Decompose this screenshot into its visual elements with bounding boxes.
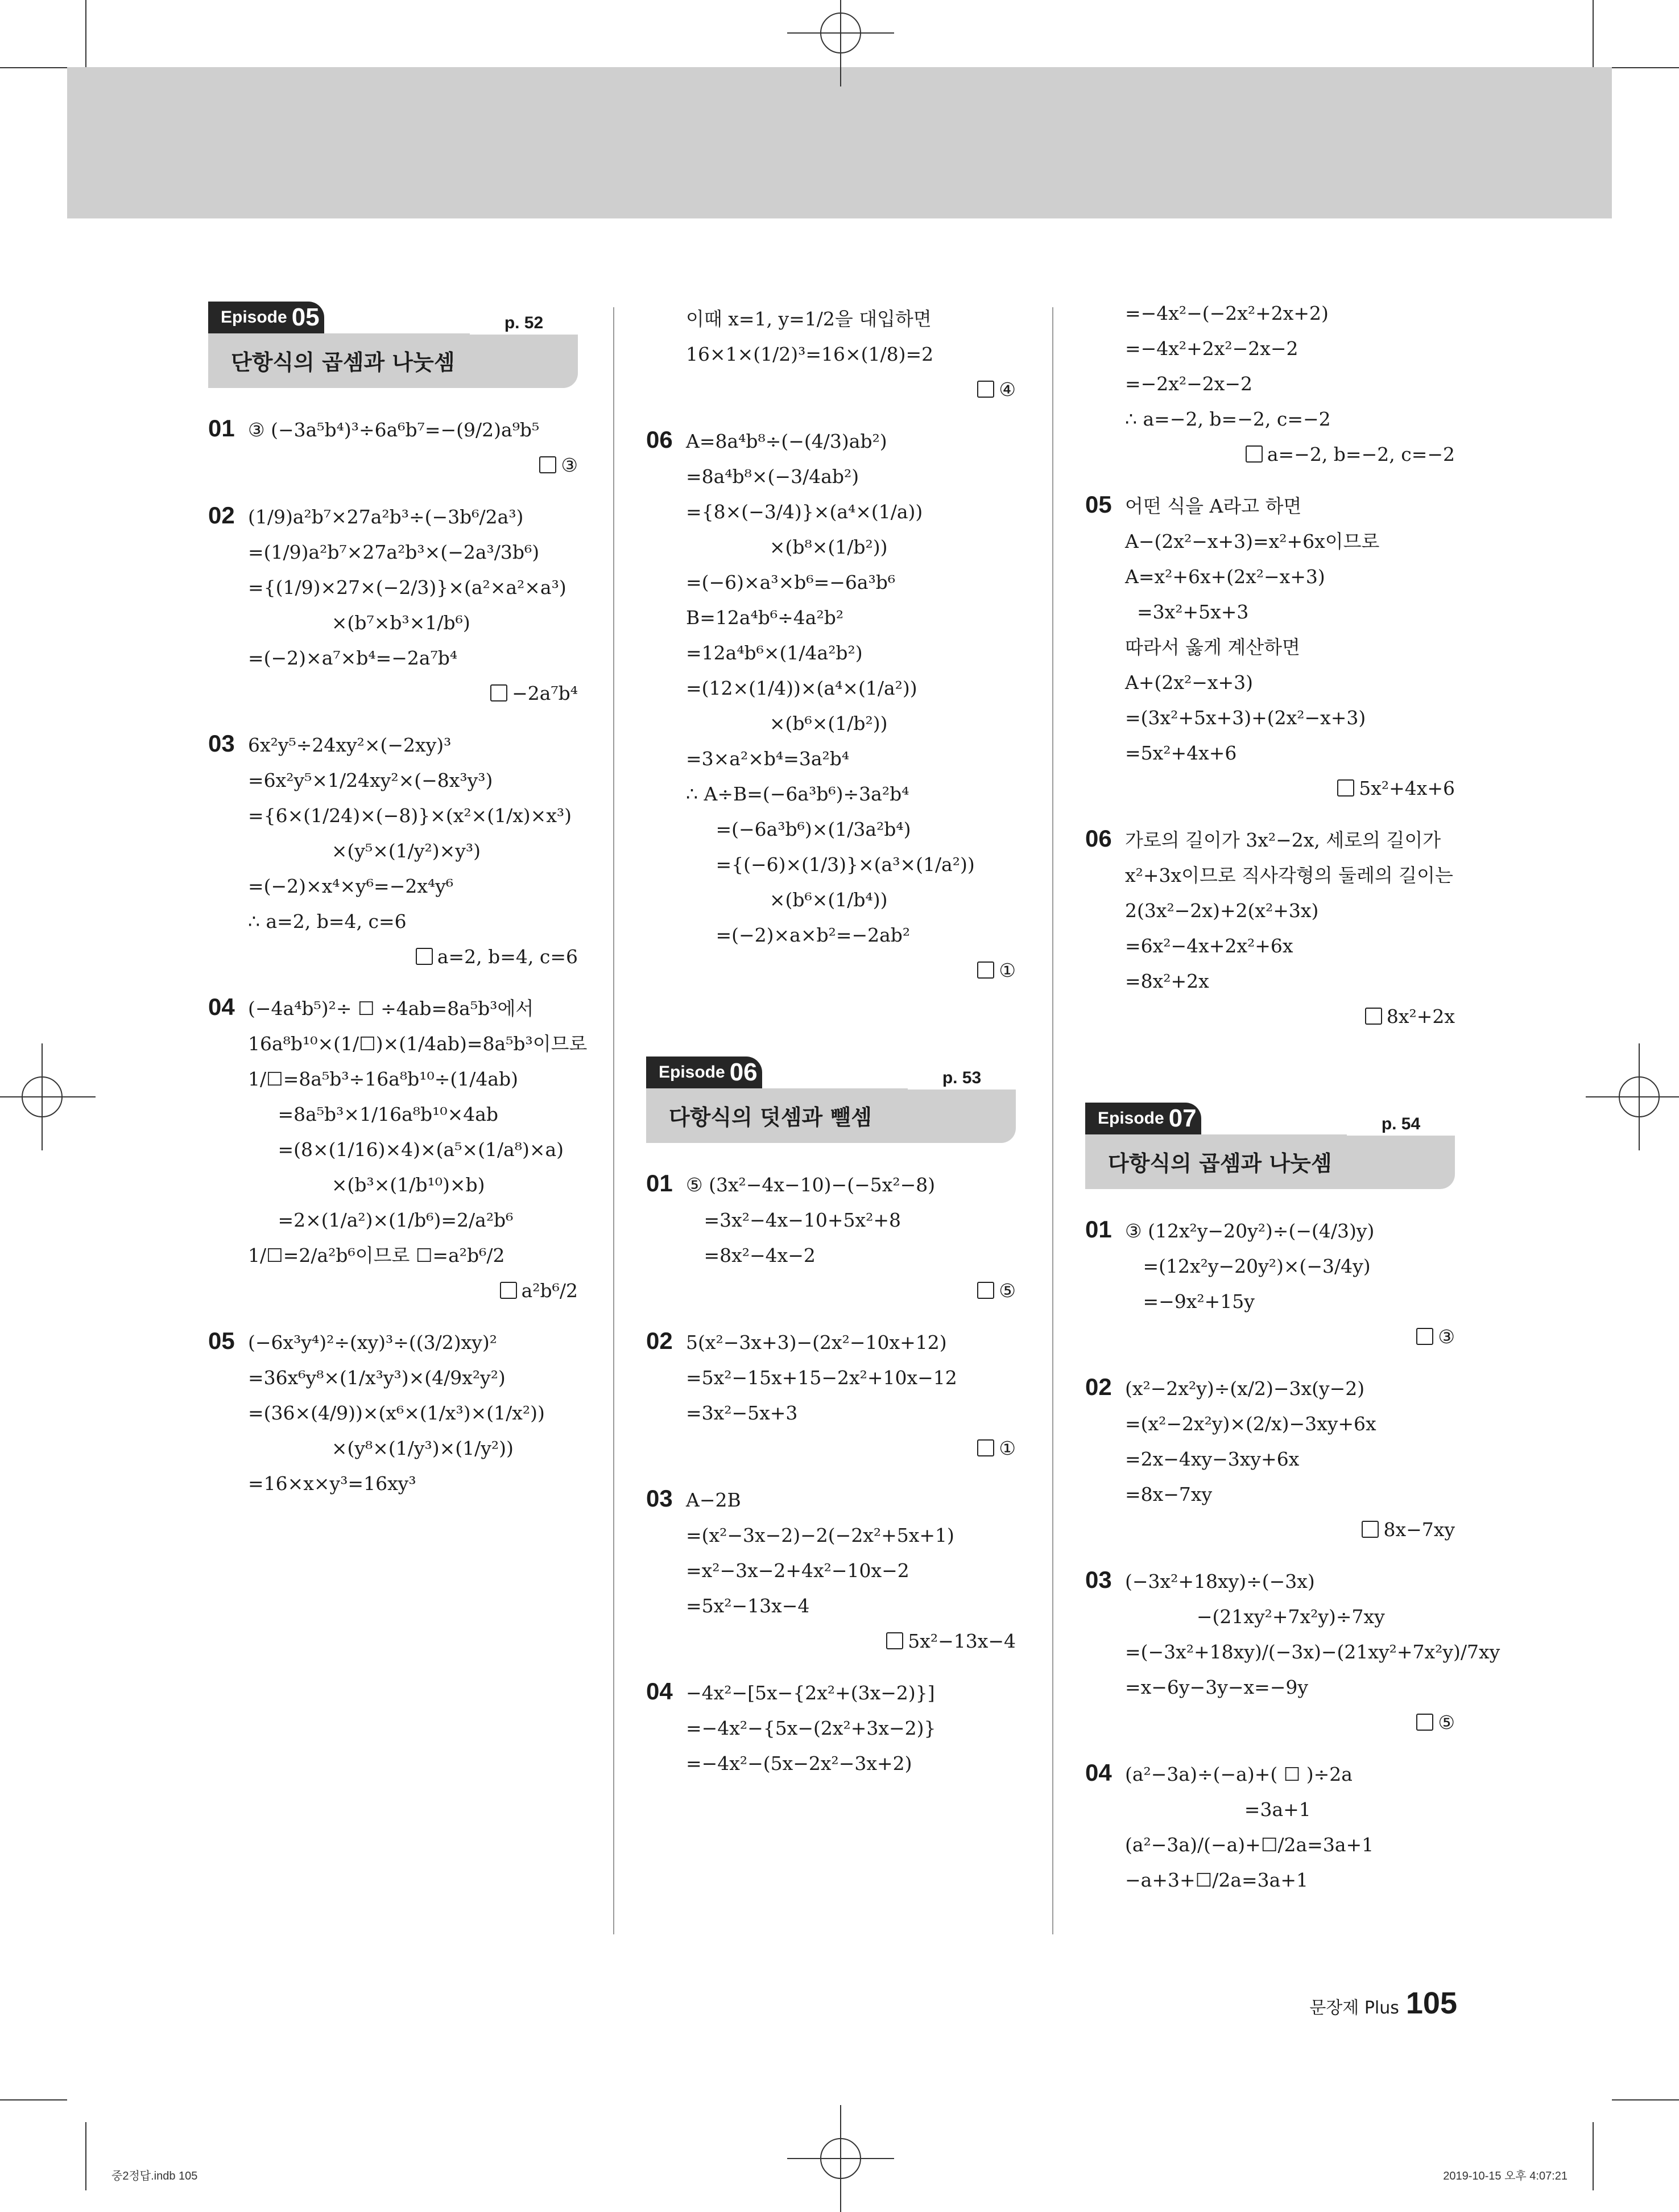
episode-header — [646, 1057, 1016, 1143]
column-2 — [646, 302, 1016, 1796]
solution-line — [208, 763, 578, 798]
solution-line — [646, 1203, 1016, 1238]
answer — [1085, 1319, 1455, 1355]
problem-list — [1085, 1212, 1500, 1898]
print-slug-left: 중2정답.indb 105 — [111, 2170, 198, 2182]
solution-text: 6x²y⁵÷24xy²×(−2xy)³ — [248, 734, 452, 756]
solution-line — [208, 570, 578, 605]
solution-line — [1085, 1442, 1455, 1477]
solution-line — [646, 1323, 1016, 1360]
solution-line — [208, 726, 578, 763]
solution-text: x²+3x이므로 직사각형의 둘레의 길이는 — [1125, 864, 1453, 886]
trim-mark — [0, 67, 67, 68]
episode-number: 06 — [729, 1058, 758, 1086]
solution-line — [1085, 700, 1455, 736]
solution-text: =3x²+5x+3 — [1125, 601, 1249, 623]
solution-text: =−9x²+15y — [1125, 1290, 1255, 1313]
solution-text: =(36×(4/9))×(x⁶×(1/x³)×(1/x²)) — [248, 1402, 545, 1424]
page-reference: p. 52 — [470, 312, 578, 335]
solution-line — [1085, 1827, 1455, 1863]
solution-line: =−4x²+2x²−2x−2 — [1125, 337, 1298, 360]
solution-line — [1085, 1562, 1455, 1599]
solution-text: ×(b³×(1/b¹⁰)×b) — [248, 1174, 485, 1196]
solution-text: =2x−4xy−3xy+6x — [1125, 1448, 1300, 1470]
solution-line: =−2x²−2x−2 — [1125, 373, 1253, 395]
problem-number: 03 — [1085, 1566, 1112, 1593]
answer-mark-icon — [977, 381, 994, 398]
solution-text: =(−2)×a×b²=−2ab² — [686, 924, 911, 946]
answer — [1085, 437, 1455, 472]
solution-line: 이때 x=1, y=1/2을 대입하면 — [686, 308, 932, 330]
answer — [1085, 1512, 1455, 1547]
solution-line — [208, 1238, 578, 1273]
solution-text: =(1/9)a²b⁷×27a²b³×(−2a³/3b⁶) — [248, 541, 540, 563]
solution-line — [646, 777, 1016, 812]
solution-line — [646, 1166, 1016, 1203]
answer-text: −2a⁷b⁴ — [512, 682, 578, 704]
trim-mark — [1612, 67, 1679, 68]
problem — [1085, 1212, 1455, 1355]
solution-line: 16×1×(1/2)³=16×(1/8)=2 — [686, 343, 934, 365]
column-1 — [208, 302, 588, 1516]
problem — [208, 726, 578, 975]
solution-text: =(−3x²+18xy)/(−3x)−(21xy²+7x²y)/7xy — [1125, 1641, 1500, 1663]
solution-text: =5x²+4x+6 — [1125, 742, 1237, 764]
solution-line — [208, 641, 578, 676]
solution-line — [1085, 1369, 1455, 1406]
solution-text: =6x²y⁵×1/24xy²×(−8x³y³) — [248, 769, 493, 791]
problem — [1085, 1562, 1500, 1740]
answer — [646, 1273, 1016, 1309]
trim-mark — [1593, 0, 1594, 67]
solution-text: 5(x²−3x+3)−(2x²−10x+12) — [686, 1331, 947, 1353]
episode-label: Episode — [1098, 1109, 1164, 1128]
solution-text: =5x²−13x−4 — [686, 1595, 810, 1617]
solution-line — [646, 741, 1016, 777]
solution-text: (a²−3a)/(−a)+☐/2a=3a+1 — [1125, 1834, 1374, 1856]
answer-mark-icon — [490, 684, 507, 701]
solution-text: =(−2)×x⁴×y⁶=−2x⁴y⁶ — [248, 875, 454, 897]
problem — [208, 411, 578, 483]
answer-text: 5x²−13x−4 — [908, 1630, 1016, 1652]
solution-text: =3x²−4x−10+5x²+8 — [686, 1209, 901, 1231]
solution-line — [646, 1746, 1016, 1781]
answer-text: ⑤ — [999, 1280, 1016, 1302]
page-footer — [1309, 1986, 1457, 2021]
solution-text: =(12×(1/4))×(a⁴×(1/a²)) — [686, 677, 917, 699]
solution-line — [1085, 928, 1455, 964]
solution-line — [208, 1323, 578, 1360]
solution-line — [646, 1553, 1016, 1588]
solution-text: (−3x²+18xy)÷(−3x) — [1125, 1570, 1315, 1592]
solution-line — [208, 498, 578, 535]
solution-line — [1085, 1635, 1500, 1670]
solution-text: =(8×(1/16)×4)×(a⁵×(1/a⁸)×a) — [248, 1138, 564, 1161]
solution-line — [1085, 1863, 1455, 1898]
solution-text: =16×x×y³=16xy³ — [248, 1472, 416, 1495]
solution-text: −(21xy²+7x²y)÷7xy — [1125, 1606, 1385, 1628]
solution-line — [1085, 1755, 1455, 1792]
answer-text: a²b⁶/2 — [521, 1280, 578, 1302]
problem-number: 06 — [646, 426, 673, 453]
answer-mark-icon — [416, 948, 433, 965]
solution-text: ={(−6)×(1/3)}×(a³×(1/a²)) — [686, 853, 975, 876]
solution-line — [1085, 665, 1455, 700]
column-divider — [613, 307, 614, 1934]
solution-text: 16a⁸b¹⁰×(1/☐)×(1/4ab)=8a⁵b³이므로 — [248, 1033, 588, 1055]
solution-line — [646, 459, 1016, 494]
solution-line — [646, 635, 1016, 671]
answer-text: 8x²+2x — [1386, 1005, 1455, 1027]
solution-text: =2×(1/a²)×(1/b⁶)=2/a²b⁶ — [248, 1209, 514, 1231]
solution-line — [646, 1674, 1016, 1711]
solution-line: =−4x²−(−2x²+2x+2) — [1125, 302, 1329, 324]
solution-line — [208, 1431, 578, 1466]
problem-number: 02 — [208, 502, 235, 529]
solution-line — [646, 1711, 1016, 1746]
solution-line — [208, 411, 578, 448]
solution-text: 어떤 식을 A라고 하면 — [1125, 495, 1302, 517]
page-reference: p. 54 — [1347, 1113, 1455, 1136]
solution-text: A=x²+6x+(2x²−x+3) — [1125, 566, 1325, 588]
solution-line — [646, 600, 1016, 635]
solution-line: ∴ a=−2, b=−2, c=−2 — [1125, 408, 1331, 430]
solution-text: =x−6y−3y−x=−9y — [1125, 1676, 1309, 1698]
episode-title: 단항식의 곱셈과 나눗셈 — [231, 350, 455, 375]
problem — [646, 1166, 1016, 1309]
problem-list — [1085, 487, 1455, 1034]
problem-number: 04 — [1085, 1759, 1112, 1786]
solution-text: ∴ a=2, b=4, c=6 — [248, 910, 407, 932]
solution-line — [1085, 1792, 1455, 1827]
answer-mark-icon — [1416, 1714, 1433, 1731]
solution-line — [646, 1588, 1016, 1624]
trim-mark — [85, 2122, 86, 2190]
solution-line — [208, 869, 578, 904]
solution-text: =−4x²−(5x−2x²−3x+2) — [686, 1752, 912, 1774]
solution-text: =6x²−4x+2x²+6x — [1125, 935, 1293, 957]
solution-text: 따라서 옳게 계산하면 — [1125, 636, 1300, 658]
answer-mark-icon — [977, 1439, 994, 1456]
solution-text: =12a⁴b⁶×(1/4a²b²) — [686, 642, 863, 664]
answer — [646, 372, 1016, 407]
solution-text: =8x²−4x−2 — [686, 1244, 816, 1266]
solution-line — [646, 530, 1016, 565]
answer-text: a=−2, b=−2, c=−2 — [1267, 443, 1455, 465]
solution-text: =8a⁵b³×1/16a⁸b¹⁰×4ab — [248, 1103, 499, 1125]
solution-text: ×(b⁸×(1/b²)) — [686, 536, 888, 558]
solution-line — [1085, 858, 1455, 893]
solution-line — [208, 989, 578, 1026]
answer-mark-icon — [1365, 1008, 1382, 1025]
solution-line — [646, 812, 1016, 847]
solution-text: ={6×(1/24)×(−8)}×(x²×(1/x)×x³) — [248, 804, 572, 827]
solution-text: ×(b⁶×(1/b⁴)) — [686, 889, 888, 911]
solution-line — [208, 1466, 578, 1501]
answer-text: ⑤ — [1438, 1711, 1455, 1734]
solution-text: =8x²+2x — [1125, 970, 1209, 992]
solution-text: ③ (12x²y−20y²)÷(−(4/3)y) — [1125, 1220, 1375, 1242]
solution-line — [1085, 736, 1455, 771]
problem — [646, 422, 1016, 988]
solution-text: =3×a²×b⁴=3a²b⁴ — [686, 748, 850, 770]
registration-mark — [1619, 1076, 1660, 1117]
continued-solution — [1085, 296, 1455, 472]
problem-list — [208, 411, 588, 1501]
solution-text: ×(y⁵×(1/y²)×y³) — [248, 840, 481, 862]
trim-mark — [1612, 2099, 1679, 2100]
problem-number: 04 — [646, 1678, 673, 1705]
solution-line — [1085, 487, 1455, 524]
solution-line — [208, 1360, 578, 1396]
solution-text: (−4a⁴b⁵)²÷ ☐ ÷4ab=8a⁵b³에서 — [248, 997, 534, 1020]
solution-text: ×(y⁸×(1/y³)×(1/y²)) — [248, 1437, 514, 1459]
solution-text: A−2B — [686, 1489, 741, 1511]
solution-line — [1085, 1670, 1455, 1705]
solution-line — [1085, 630, 1455, 665]
solution-text: (−6x³y⁴)²÷(xy)³÷((3/2)xy)² — [248, 1331, 497, 1353]
episode-number: 07 — [1168, 1104, 1197, 1132]
problem-number: 05 — [1085, 491, 1112, 518]
solution-text: =36x⁶y⁸×(1/x³y³)×(4/9x²y²) — [248, 1367, 506, 1389]
answer-mark-icon — [539, 456, 556, 473]
solution-text: =−4x²−{5x−(2x²+3x−2)} — [686, 1717, 936, 1739]
solution-text: =8x−7xy — [1125, 1483, 1213, 1505]
solution-text: (x²−2x²y)÷(x/2)−3x(y−2) — [1125, 1377, 1365, 1400]
answer-mark-icon — [1337, 779, 1354, 797]
solution-line — [208, 1062, 578, 1097]
solution-text: 가로의 길이가 3x²−2x, 세로의 길이가 — [1125, 829, 1441, 851]
solution-line — [208, 535, 578, 570]
solution-line — [208, 605, 578, 641]
solution-text: =(−2)×a⁷×b⁴=−2a⁷b⁴ — [248, 647, 458, 669]
solution-text: =(x²−2x²y)×(2/x)−3xy+6x — [1125, 1413, 1376, 1435]
solution-text: =(x²−3x−2)−2(−2x²+5x+1) — [686, 1524, 954, 1546]
problem — [208, 1323, 578, 1501]
solution-line — [1085, 1249, 1455, 1284]
problem-list — [646, 1166, 1016, 1781]
problem-number: 05 — [208, 1327, 235, 1354]
problem-number: 03 — [646, 1485, 673, 1512]
solution-line — [646, 1518, 1016, 1553]
solution-line — [208, 1203, 578, 1238]
solution-text: 2(3x²−2x)+2(x²+3x) — [1125, 899, 1319, 922]
problem — [208, 498, 578, 711]
trim-mark — [1593, 2122, 1594, 2190]
solution-line — [1085, 1599, 1455, 1635]
solution-line — [1085, 524, 1455, 559]
answer — [208, 676, 578, 711]
answer — [208, 1273, 578, 1309]
answer — [208, 939, 578, 975]
answer — [1085, 771, 1455, 806]
problem-number: 03 — [208, 730, 235, 757]
solution-text: −a+3+☐/2a=3a+1 — [1125, 1869, 1308, 1891]
solution-line — [1085, 893, 1455, 928]
column-divider — [1052, 307, 1053, 1934]
solution-line — [1085, 595, 1455, 630]
solution-text: ={8×(−3/4)}×(a⁴×(1/a)) — [686, 501, 923, 523]
solution-text: =5x²−15x+15−2x²+10x−12 — [686, 1367, 957, 1389]
solution-line — [1085, 559, 1455, 595]
solution-text: ⑤ (3x²−4x−10)−(−5x²−8) — [686, 1174, 936, 1196]
solution-line — [646, 847, 1016, 882]
page-number: 105 — [1405, 1986, 1457, 2020]
solution-text: =(3x²+5x+3)+(2x²−x+3) — [1125, 707, 1366, 729]
episode-label: Episode — [659, 1063, 725, 1082]
answer-mark-icon — [1246, 445, 1263, 463]
solution-line — [646, 422, 1016, 459]
episode-title: 다항식의 곱셈과 나눗셈 — [1108, 1151, 1332, 1176]
solution-line — [208, 1396, 578, 1431]
print-slug-right: 2019-10-15 오후 4:07:21 — [1443, 2170, 1568, 2182]
answer — [646, 953, 1016, 988]
answer — [1085, 1705, 1455, 1740]
answer-mark-icon — [977, 1282, 994, 1299]
episode-label: Episode — [221, 308, 287, 327]
solution-line — [208, 1132, 578, 1167]
answer — [208, 448, 578, 483]
solution-text: 1/☐=2/a²b⁶이므로 ☐=a²b⁶/2 — [248, 1244, 505, 1266]
solution-text: ={(1/9)×27×(−2/3)}×(a²×a²×a³) — [248, 576, 566, 599]
answer-mark-icon — [500, 1282, 517, 1299]
column-3 — [1085, 296, 1500, 1913]
problem-number: 06 — [1085, 825, 1112, 852]
solution-line — [208, 904, 578, 939]
problem — [208, 989, 588, 1309]
solution-line — [646, 1238, 1016, 1273]
episode-number: 05 — [291, 303, 320, 331]
problem-number: 01 — [646, 1170, 673, 1196]
solution-line — [1085, 964, 1455, 999]
answer-mark-icon — [886, 1632, 903, 1649]
answer-text: ① — [999, 959, 1016, 981]
solution-text: 1/☐=8a⁵b³÷16a⁸b¹⁰÷(1/4ab) — [248, 1068, 519, 1090]
answer — [1085, 999, 1455, 1034]
answer-mark-icon — [1416, 1328, 1433, 1345]
page-reference: p. 53 — [908, 1067, 1016, 1090]
solution-line — [1085, 1406, 1455, 1442]
solution-text: (1/9)a²b⁷×27a²b³÷(−3b⁶/2a³) — [248, 506, 524, 528]
solution-line — [1085, 821, 1455, 858]
registration-mark — [820, 2138, 861, 2179]
solution-line — [208, 1097, 578, 1132]
problem — [1085, 1369, 1455, 1547]
answer-text: a=2, b=4, c=6 — [437, 946, 578, 968]
book-name: 문장제 Plus — [1309, 1998, 1399, 2018]
solution-line — [208, 833, 578, 869]
solution-text: =3x²−5x+3 — [686, 1402, 798, 1424]
solution-line — [646, 1396, 1016, 1431]
episode-header — [1085, 1103, 1455, 1189]
solution-line — [208, 798, 578, 833]
solution-line — [1085, 1212, 1455, 1249]
answer-text: ④ — [999, 378, 1016, 401]
solution-text: (a²−3a)÷(−a)+( ☐ )÷2a — [1125, 1763, 1353, 1785]
answer-mark-icon — [1362, 1521, 1379, 1538]
solution-text: ×(b⁶×(1/b²)) — [686, 712, 888, 734]
solution-line — [646, 565, 1016, 600]
answer — [646, 1624, 1016, 1659]
problem-number: 04 — [208, 993, 235, 1020]
answer-mark-icon — [977, 961, 994, 979]
answer — [646, 1431, 1016, 1466]
trim-mark — [0, 2099, 67, 2100]
solution-text: =8a⁴b⁸×(−3/4ab²) — [686, 465, 859, 488]
answer-text: ① — [999, 1437, 1016, 1459]
solution-line — [646, 882, 1016, 918]
registration-mark — [820, 13, 861, 53]
problem — [1085, 1755, 1455, 1898]
registration-mark — [22, 1076, 63, 1117]
solution-text: =(12x²y−20y²)×(−3/4y) — [1125, 1255, 1371, 1277]
problem — [1085, 821, 1455, 1034]
answer-text: ③ — [1438, 1326, 1455, 1348]
solution-line — [1085, 1284, 1455, 1319]
episode-tab — [1085, 1103, 1201, 1134]
problem — [646, 1323, 1016, 1466]
problem — [1085, 487, 1455, 806]
answer-text: 8x−7xy — [1383, 1518, 1455, 1541]
solution-line — [208, 1167, 578, 1203]
episode-tab — [646, 1057, 762, 1088]
trim-mark — [85, 0, 86, 67]
episode-tab — [208, 302, 324, 333]
solution-line — [646, 706, 1016, 741]
solution-text: =x²−3x−2+4x²−10x−2 — [686, 1559, 909, 1582]
solution-line — [646, 1481, 1016, 1518]
solution-text: ∴ A÷B=(−6a³b⁶)÷3a²b⁴ — [686, 783, 909, 805]
solution-text: A=8a⁴b⁸÷(−(4/3)ab²) — [686, 430, 887, 452]
solution-text: =(−6a³b⁶)×(1/3a²b⁴) — [686, 818, 911, 840]
solution-line — [646, 494, 1016, 530]
answer-text: 5x²+4x+6 — [1359, 777, 1455, 799]
problem — [646, 1481, 1016, 1659]
solution-text: =(−6)×a³×b⁶=−6a³b⁶ — [686, 571, 896, 593]
continued-solution — [646, 302, 1016, 407]
solution-text: −4x²−[5x−{2x²+(3x−2)}] — [686, 1682, 935, 1704]
solution-text: =3a+1 — [1125, 1798, 1311, 1821]
problem-number: 01 — [208, 415, 235, 441]
problem — [646, 1674, 1016, 1781]
solution-line — [646, 1360, 1016, 1396]
header-band — [67, 67, 1612, 218]
solution-line — [646, 918, 1016, 953]
solution-text: ×(b⁷×b³×1/b⁶) — [248, 612, 470, 634]
episode-title: 다항식의 덧셈과 뺄셈 — [669, 1105, 872, 1130]
solution-text: A−(2x²−x+3)=x²+6x이므로 — [1125, 530, 1380, 552]
solution-text: A+(2x²−x+3) — [1125, 671, 1253, 694]
problem-list — [646, 422, 1016, 988]
solution-line — [1085, 1477, 1455, 1512]
problem-number: 01 — [1085, 1216, 1112, 1243]
solution-line — [208, 1026, 588, 1062]
solution-line — [646, 671, 1016, 706]
answer-text: ③ — [561, 454, 578, 476]
solution-text: ③ (−3a⁵b⁴)³÷6a⁶b⁷=−(9/2)a⁹b⁵ — [248, 419, 540, 441]
problem-number: 02 — [1085, 1373, 1112, 1400]
episode-header — [208, 302, 578, 388]
solution-text: B=12a⁴b⁶÷4a²b² — [686, 606, 844, 629]
problem-number: 02 — [646, 1327, 673, 1354]
